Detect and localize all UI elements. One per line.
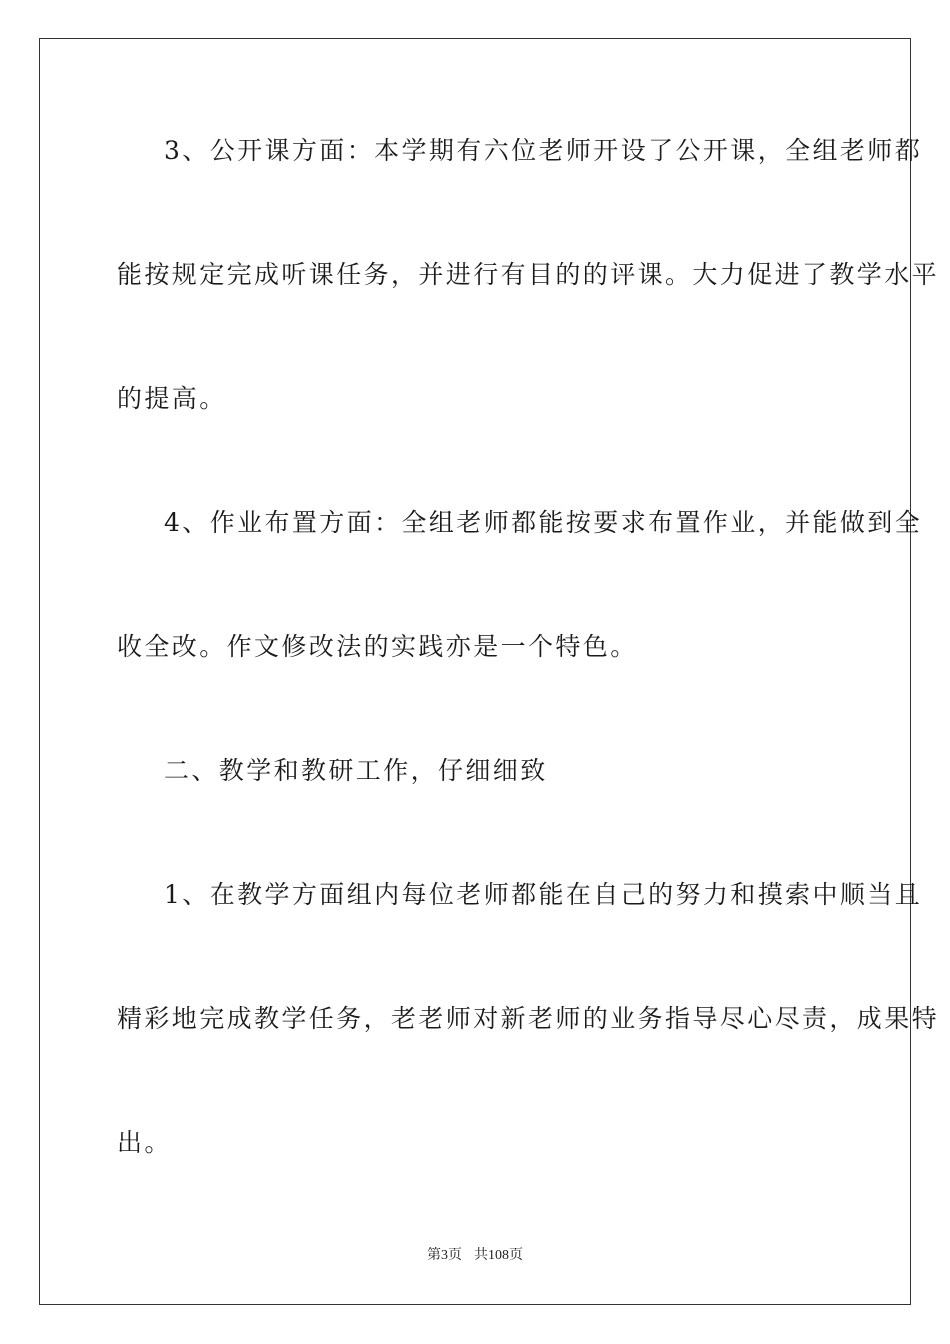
paragraph-line: 4、作业布置方面：全组老师都能按要求布置作业，并能做到全: [164, 508, 923, 537]
paragraph-line: 收全改。作文修改法的实践亦是一个特色。: [117, 632, 638, 661]
paragraph-line: 精彩地完成教学任务，老老师对新老师的业务指导尽心尽责，成果特: [117, 1004, 940, 1033]
page-number: 第3页: [427, 1248, 462, 1263]
page-total: 共108页: [474, 1248, 523, 1263]
paragraph-line: 3、公开课方面：本学期有六位老师开设了公开课，全组老师都: [164, 136, 923, 165]
paragraph-line: 1、在教学方面组内每位老师都能在自己的努力和摸索中顺当且: [164, 880, 923, 909]
page-border: [39, 38, 911, 1305]
section-heading: 二、教学和教研工作，仔细细致: [164, 756, 548, 785]
paragraph-line: 出。: [117, 1128, 172, 1157]
paragraph-line: 的提高。: [117, 384, 227, 413]
page-footer: [0, 1246, 950, 1266]
paragraph-line: 能按规定完成听课任务，并进行有目的的评课。大力促进了教学水平: [117, 260, 940, 289]
